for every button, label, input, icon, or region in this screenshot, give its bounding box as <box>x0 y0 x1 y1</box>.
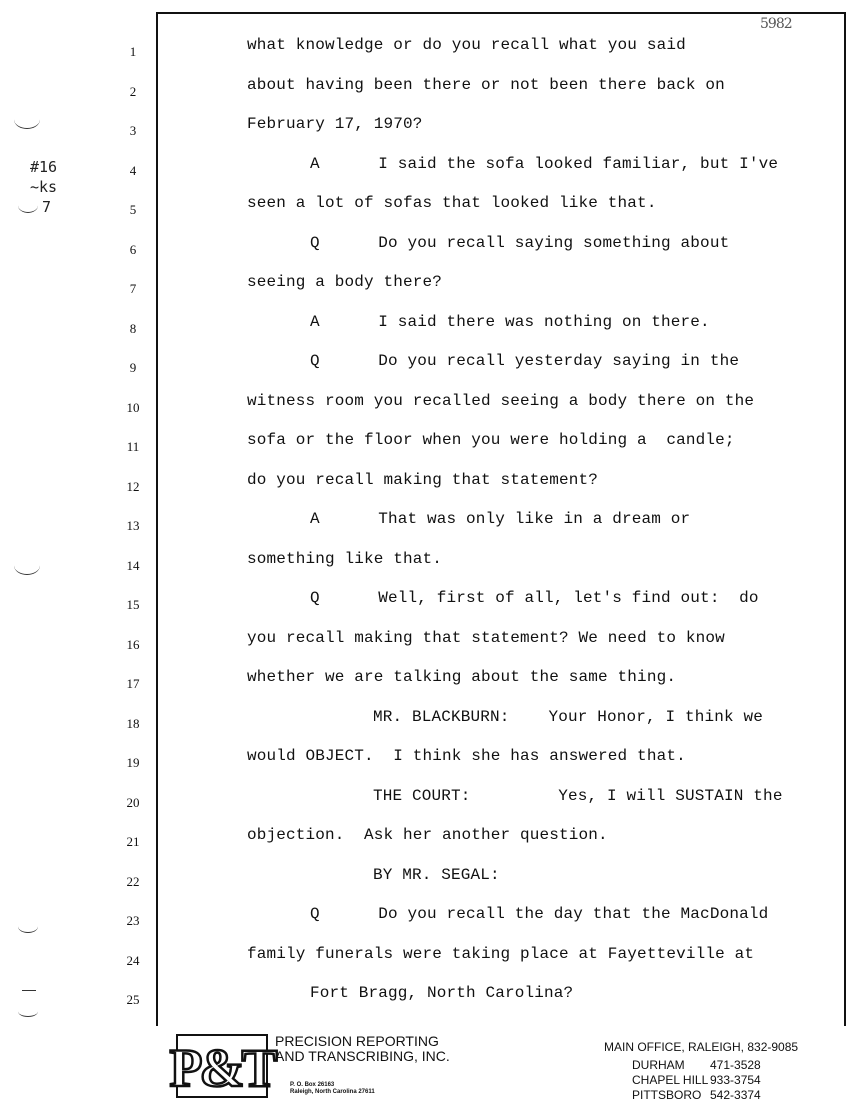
office-city: CHAPEL HILL <box>632 1073 709 1087</box>
line-number: 6 <box>129 241 137 257</box>
line-number: 12 <box>126 478 140 494</box>
line-number: 20 <box>126 794 140 810</box>
transcript-line: February 17, 1970? <box>247 115 423 133</box>
transcript-line: THE COURT: Yes, I will SUSTAIN the <box>373 786 783 805</box>
transcript-line: BY MR. SEGAL: <box>373 865 500 884</box>
line-number: 8 <box>129 320 137 336</box>
margin-tick <box>14 556 40 575</box>
line-number: 21 <box>126 834 140 849</box>
transcript-line: A I said there was nothing on there. <box>310 312 710 331</box>
line-number: 5 <box>129 202 137 217</box>
firm-address-line1: P. O. Box 26163 <box>290 1082 335 1088</box>
transcript-line: objection. Ask her another question. <box>247 826 608 844</box>
line-number: 19 <box>126 755 140 770</box>
transcript-line: sofa or the floor when you were holding a candle; <box>247 431 735 449</box>
firm-name <box>275 1034 450 1064</box>
line-number: 24 <box>126 952 140 968</box>
transcript-line: about having been there or not been there back on <box>247 75 725 94</box>
transcript-line: do you recall making that statement? <box>247 470 599 489</box>
transcript-line: whether we are talking about the same thing. <box>247 668 677 686</box>
line-number: 11 <box>126 439 140 454</box>
line-number: 15 <box>126 597 140 612</box>
transcript-line: you recall making that statement? We need to know <box>247 628 725 647</box>
transcript-line: Q Do you recall the day that the MacDonald <box>310 905 769 923</box>
margin-note-number: 7 <box>42 198 52 216</box>
firm-address <box>290 1082 375 1096</box>
line-number: 10 <box>126 399 140 415</box>
margin-note-exhibit: #16 <box>30 158 58 176</box>
margin-dash <box>22 990 36 991</box>
transcript-line: A That was only like in a dream or <box>310 510 691 528</box>
main-office: MAIN OFFICE, RALEIGH, 832-9085 <box>604 1040 799 1054</box>
transcript-line: seen a lot of sofas that looked like that. <box>247 194 657 212</box>
line-number: 14 <box>126 557 140 573</box>
line-number: 16 <box>126 636 140 652</box>
office-row <box>632 1073 761 1087</box>
line-number: 22 <box>126 873 140 889</box>
margin-tick <box>14 110 40 129</box>
transcript-line: Fort Bragg, North Carolina? <box>310 984 574 1002</box>
transcript-line: seeing a body there? <box>247 273 443 291</box>
transcript-line: Q Well, first of all, let's find out: do <box>310 589 759 607</box>
firm-name-line2: AND TRANSCRIBING, INC. <box>275 1048 450 1064</box>
line-number: 13 <box>126 518 140 533</box>
transcript-line: family funerals were taking place at Fayetteville at <box>247 944 755 963</box>
corner-stamp: 5982 <box>760 16 792 32</box>
office-phone: 471-3528 <box>710 1058 761 1072</box>
transcript-line: would OBJECT. I think she has answered that. <box>247 747 686 765</box>
margin-tick <box>18 920 38 933</box>
margin-tick <box>18 1006 38 1017</box>
firm-name-line1: PRECISION REPORTING <box>275 1033 439 1049</box>
office-row <box>632 1058 761 1072</box>
line-number: 3 <box>129 123 137 138</box>
office-city: PITTSBORO <box>632 1088 702 1102</box>
line-number: 23 <box>126 913 140 928</box>
office-city: DURHAM <box>632 1058 685 1072</box>
line-number: 7 <box>129 281 137 296</box>
transcript-line: what knowledge or do you recall what you said <box>247 36 686 54</box>
firm-address-line2: Raleigh, North Carolina 27611 <box>290 1089 375 1095</box>
office-phone: 933-3754 <box>710 1073 761 1087</box>
line-number: 2 <box>129 83 137 99</box>
transcript-line: A I said the sofa looked familiar, but I've <box>310 154 779 173</box>
transcript-line: witness room you recalled seeing a body there on the <box>247 391 755 410</box>
line-number: 1 <box>129 44 137 59</box>
line-number: 18 <box>126 715 140 731</box>
office-row <box>632 1088 761 1102</box>
transcript-line: something like that. <box>247 549 443 568</box>
line-number: 9 <box>129 360 137 375</box>
transcript-line: Q Do you recall yesterday saying in the <box>310 352 740 370</box>
line-number: 17 <box>126 676 140 691</box>
firm-logo-icon <box>169 1034 275 1098</box>
margin-tick <box>18 198 38 213</box>
line-number: 25 <box>126 992 140 1007</box>
line-number: 4 <box>129 162 137 178</box>
transcript-line: MR. BLACKBURN: Your Honor, I think we <box>373 707 764 726</box>
office-phone: 542-3374 <box>710 1088 761 1102</box>
reporter-footer <box>0 1026 860 1106</box>
svg-text:P&T: P&T <box>169 1038 275 1098</box>
margin-note-initials: ~ks <box>30 178 58 196</box>
transcript-line: Q Do you recall saying something about <box>310 233 730 252</box>
